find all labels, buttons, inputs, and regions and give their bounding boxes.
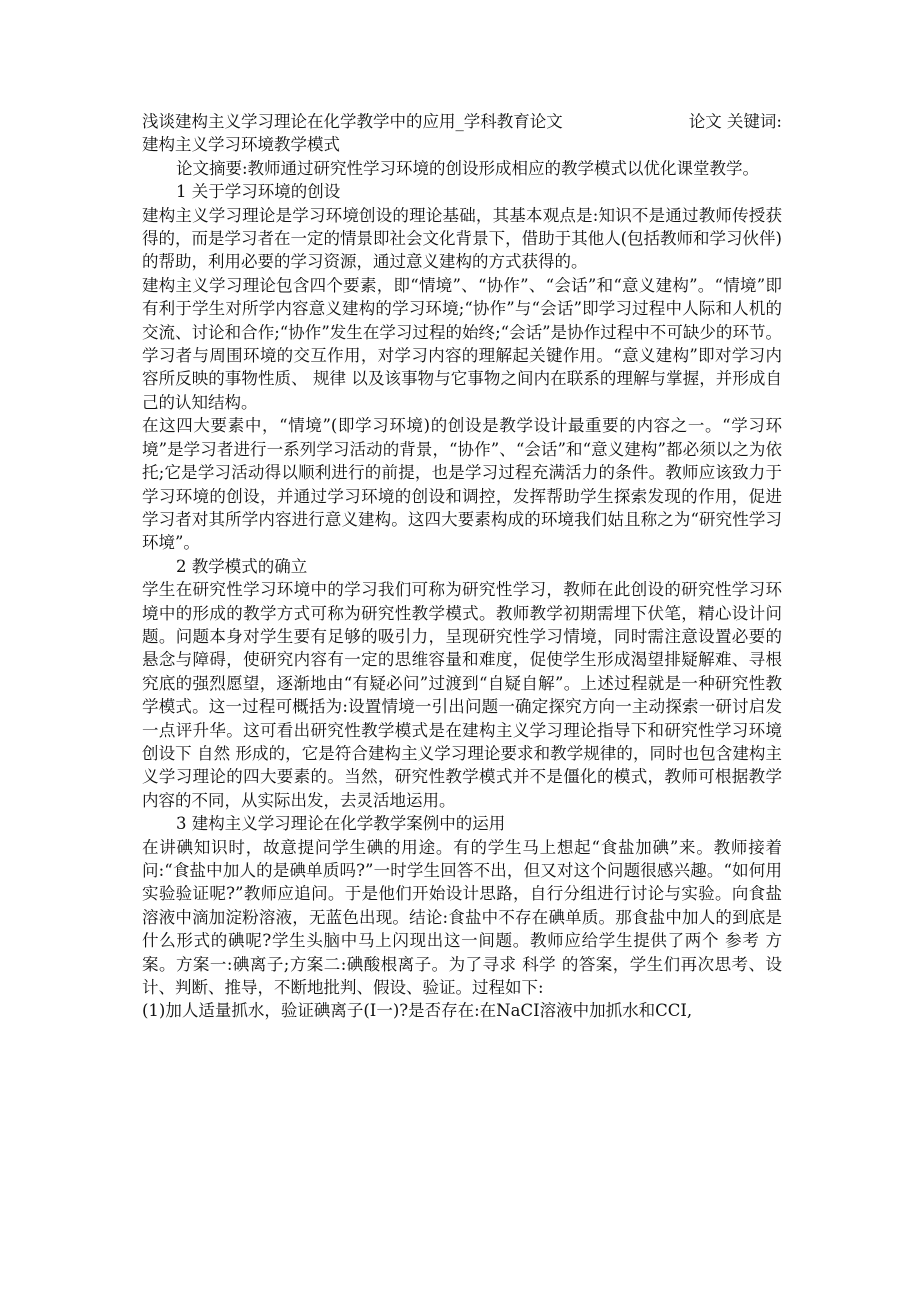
keywords-label: 论文 关键词: — [688, 112, 782, 131]
section-3-paragraph-1: 在讲碘知识时，故意提问学生碘的用途。有的学生马上想起“食盐加碘”来。教师接着问:“食盐中加人的是碘单质吗?”一时学生回答不出，但又对这个问题很感兴趣。“如何用实验验证呢?”教师应追问。于是他们开始设计思路，自行分组进行讨论与实验。向食盐溶液中滴加淀粉溶液，无蓝色出现。结论:食盐中不存在碘单质。那食盐中加人的到底是什么形式的碘呢?学生头脑中马上闪现出这一间题。教师应给学生提供了两个 参考 方案。方案一:碘离子;方案二:碘酸根离子。为了寻求 科学 的答案，学生们再次思考、设计、判断、推导，不断地批判、假设、验证。过程如下: — [142, 837, 782, 998]
section-3-paragraph-2: (1)加人适量抓水，验证碘离子(I一)?是否存在:在NaCI溶液中加抓水和CCI, — [142, 1001, 693, 1021]
section-heading-1: 1 关于学习环境的创设 — [176, 182, 341, 202]
keywords-text: 建构主义学习环境教学模式 — [142, 135, 340, 155]
section-1-paragraph-2: 建构主义学习理论包含四个要素，即“情境”、“协作”、“会话”和“意义建构”。“情境”即有利于学生对所学内容意义建构的学习环境;“协作”与“会话”即学习过程中人际和人机的交流、讨论和合作;“协作”发生在学习过程的始终;“会话”是协作过程中不可缺少的环节。学习者与周围环境的交互作用，对学习内容的理解起关键作用。“意义建构”即对学习内容所反映的事物性质、 规律 以及该事物与它事物之间内在联系的理解与掌握，并形成自己的认知结构。 — [142, 275, 782, 412]
section-2-paragraph-1: 学生在研究性学习环境中的学习我们可称为研究性学习，教师在此创设的研究性学习环境中的形成的教学方式可称为研究性教学模式。教师教学初期需埋下伏笔，精心设计问题。问题本身对学生要有足够的吸引力，呈现研究性学习情境，同时需注意设置必要的悬念与障碍，使研究内容有一定的思维容量和难度，促使学生形成渴望排疑解难、寻根究底的强烈愿望，逐渐地由“有疑必问”过渡到“自疑自解”。上述过程就是一种研究性教学模式。这一过程可概括为:设置情境一引出问题一确定探究方向一主动探索一研讨启发一点评升华。这可看出研究性教学模式是在建构主义学习理论指导下和研究性学习环境创设下 自然 形成的，它是符合建构主义学习理论要求和教学规律的，同时也包含建构主义学习理论的四大要素的。当然，研究性教学模式并不是僵化的模式，教师可根据教学内容的不同，从实际出发，去灵活地运用。 — [142, 580, 782, 810]
section-heading-3: 3 建构主义学习理论在化学教学案例中的运用 — [176, 814, 506, 834]
abstract-paragraph: 论文摘要:教师通过研究性学习环境的创设形成相应的教学模式以优化课堂教学。 — [176, 158, 760, 178]
section-1-paragraph-1: 建构主义学习理论是学习环境创设的理论基础，其基本观点是:知识不是通过教师传授获得的，而是学习者在一定的情景即社会文化背景下，借助于其他人(包括教师和学习伙伴)的帮助，利用必要的学习资源，通过意义建构的方式获得的。 — [142, 205, 782, 272]
document-title: 浅谈建构主义学习理论在化学教学中的应用_学科教育论文 — [142, 112, 563, 131]
section-heading-2: 2 教学模式的确立 — [176, 556, 308, 576]
document-page — [142, 110, 782, 1023]
section-1-paragraph-3: 在这四大要素中，“情境”(即学习环境)的创设是教学设计最重要的内容之一。“学习环境”是学习者进行一系列学习活动的背景，“协作”、“会话”和“意义建构”都必须以之为依托;它是学习活动得以顺利进行的前提，也是学习过程充满活力的条件。教师应该致力于学习环境的创设，并通过学习环境的创设和调控，发挥帮助学生探索发现的作用，促进学习者对其所学内容进行意义建构。这四大要素构成的环境我们姑且称之为“研究性学习环境”。 — [142, 416, 782, 553]
title-line — [142, 110, 782, 133]
